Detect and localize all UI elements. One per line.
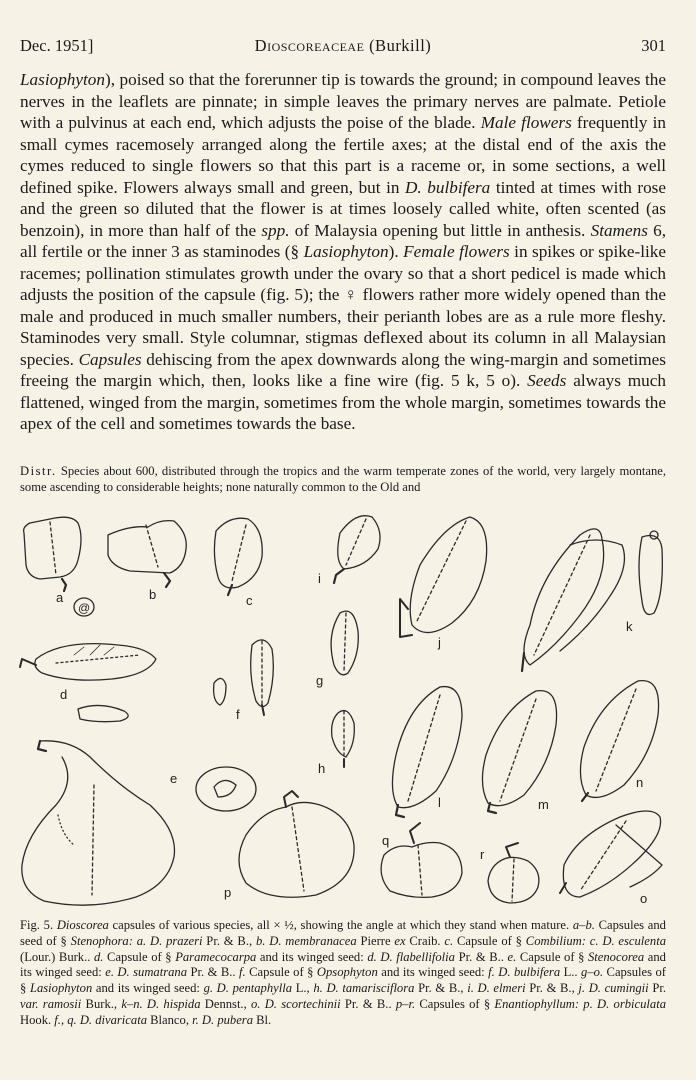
label-k: k [626,619,633,634]
caption-run-text: Capsules of § [415,996,495,1011]
caption-run-italic: Dioscorea [56,918,109,932]
caption-run-italic: r. D. pubera [192,1012,253,1027]
caption-run-italic: var. ramosii [20,996,82,1011]
caption-run-italic: h. D. tamarisciflora [313,981,415,996]
caption-run-text: Capsules of § [20,965,666,996]
caption-run-italic: ex [394,933,406,948]
figure-caption [20,918,666,1029]
caption-run-italic: d. [94,949,104,964]
caption-run-text: Pr. & B., [202,933,256,948]
label-m: m [538,797,549,812]
label-q: q [382,833,390,848]
caption-run-text: Pr. & B.. [340,996,396,1011]
label-l: l [438,795,441,810]
caption-run-italic: g–o. [581,965,604,980]
distribution-paragraph [20,464,666,495]
caption-run-italic: Combilium: c. D. esculenta [525,933,666,948]
body-run-text: always much flattened, winged from the margin, sometimes from the whole margin, sometimes towards the apex of the cell and sometimes towards the base. [20,371,666,433]
caption-run-italic: f. D. bulbifera [488,965,561,980]
caption-run-italic: o. D. scortechinii [251,996,341,1011]
body-run-italic: Lasiophyton [303,242,389,261]
body-run-italic: spp. [261,220,290,240]
caption-run-italic: f. [239,965,246,980]
body-run-italic: D. bulbifera [405,177,491,197]
capsule-k [522,529,662,671]
body-run-italic: Stamens [590,220,648,240]
caption-run-italic: d. D. flabellifolia [367,949,455,964]
caption-run-text: Pr. [648,981,666,996]
body-run-text: ). [388,242,404,261]
body-run-text: frequently in small cymes racemosely arranged along the fertile axes; at the distal end of the axis the cymes reduced to single flowers so that this part is a raceme or, in some sections, a well defined spike. Flowers always small and green, but in [20,113,667,197]
capsule-c [214,518,262,595]
label-f: f [236,707,240,722]
capsule-b [108,521,186,587]
caption-run-text: and its winged seed: [377,965,489,980]
caption-run-text: Capsules and seed of § [20,918,666,948]
caption-run-text: Craib. [405,933,445,948]
caption-run-text: L.. [560,965,582,980]
caption-run-text: Dennst., [200,996,251,1011]
body-run-italic: Capsules [78,349,142,369]
caption-run-text: Capsule of § [245,965,317,980]
caption-run-italic: i. D. elmeri [467,981,526,996]
caption-run-text: and its winged seed: [256,949,368,964]
caption-run-italic: g. D. pentaphylla [203,981,293,996]
caption-run-italic: a–b. [572,918,595,932]
caption-run-italic: j. D. cumingii [578,981,649,996]
caption-run-text: Pr. & B.. [187,965,240,980]
caption-run-italic: e. D. sumatrana [105,965,188,980]
body-run-italic: Female flowers [403,242,510,261]
seed-mark: @ [78,601,91,615]
body-paragraph [20,69,666,435]
caption-run-italic: Stenophora: a. D. prazeri [70,933,203,948]
body-text [20,69,666,435]
caption-run-text: Capsule of § [516,949,588,964]
caption-run-italic: f., q. D. divaricata [54,1012,147,1027]
capsule-h [332,711,355,767]
label-p: p [224,885,232,900]
caption-run-italic: b. D. membranacea [255,933,357,948]
label-g: g [316,673,324,688]
capsule-f [251,640,274,715]
body-run-text: tinted at times with rose and the green so diluted that the flower is at times loosely called white, often scented (as benzoin), in more than half of the [20,177,666,240]
capsule-j [400,517,487,637]
distr-lead: Distr. [20,464,57,478]
seed-f [214,678,226,705]
label-e: e [170,771,178,786]
running-header [20,36,666,58]
caption-run-text: Pr. & B., [525,981,579,996]
caption-run-italic: Paramecocarpa [175,949,257,964]
caption-run-italic: p–r. [395,996,416,1011]
capsule-l [392,687,462,817]
caption-text [20,918,666,1029]
caption-run-italic: Lasiophyton [29,981,93,996]
body-run-italic: Lasiophyton [20,70,105,89]
header-title: Dioscoreaceae (Burkill) [254,36,432,55]
caption-run-text: Capsule of § [453,933,526,948]
capsule-a [24,517,81,591]
capsule-n [580,681,658,801]
caption-run-text: capsules of various species, all × ½, showing the angle at which they stand when mature. [108,918,573,932]
label-n: n [636,775,644,790]
label-i: i [318,571,321,586]
caption-run-text: Capsule of § [103,949,176,964]
capsule-q [381,823,462,897]
distr-text: Species about 600, distributed through the tropics and the warm temperate zones of the world, very largely montane, some ascending to considerable heights; none naturally common to the Old and [20,464,666,494]
caption-run-text: and its winged seed: [20,949,666,980]
panel-labels [56,571,647,906]
body-run-text: ), poised so that the forerunner tip is towards the ground; in compound leaves the nerves in the leaflets are pinnate; in simple leaves the primary nerves are palmate. Petiole with a pulvinus at each end, which adjusts the poise of the blade. [20,70,666,132]
seed-d [78,705,128,721]
body-run-text: of Malaysia opening but little in anthesis. [289,220,591,240]
capsule-m [482,691,556,813]
body-run-italic: Male flowers [480,113,572,132]
body-run-text: dehiscing from the apex downwards along the wing-margin and sometimes freeing the margin which, then, looks like a fine wire (fig. 5 k, 5 o). [20,349,666,390]
label-o: o [640,891,648,906]
caption-run-text: Blanco, [147,1012,193,1027]
body-run-italic: Seeds [527,371,567,390]
capsule-drawings [0,505,696,910]
label-r: r [480,847,485,862]
figure-plate [0,505,696,910]
header-date: Dec. 1951] [20,36,94,55]
capsule-p [239,791,354,897]
body-run-text: in spikes or spike-like racemes; pollination stimulates growth under the ovary so that a short pedicel is made which adjusts the position of the capsule (fig. 5); the ♀ flowers rather more widely opened than the male and produced in much smaller numbers, their perianth lobes are as a rule more fleshy. Staminodes very small. Style columnar, stigmas deflexed about its column in all Malaysian species. [20,242,667,369]
caption-run-italic: e. [507,949,517,964]
caption-run-italic: Stenocorea [588,949,645,964]
caption-run-text: Bl. [253,1012,272,1027]
caption-run-text: (Lour.) Burk.. [20,949,94,964]
capsule-i [334,516,380,583]
capsule-r [488,843,539,903]
caption-run-text: Burk., [81,996,122,1011]
seed-e [196,767,256,811]
caption-run-text: Pr. & B.. [454,949,508,964]
caption-run-italic: c. [444,933,454,948]
body-run-text: 6, all fertile or the inner 3 as staminodes (§ [20,220,667,261]
caption-run-text: Pr. & B., [414,981,468,996]
capsule-d [20,644,156,681]
label-d: d [60,687,68,702]
label-c: c [246,593,253,608]
caption-run-italic: Opsophyton [316,965,378,980]
caption-run-text: Pierre [356,933,395,948]
caption-run-italic: Enantiophyllum: p. D. orbiculata [494,996,666,1011]
label-h: h [318,761,326,776]
label-b: b [149,587,157,602]
caption-run-text: L., [292,981,314,996]
page-number: 301 [641,36,666,55]
label-a: a [56,590,64,605]
capsule-g [331,611,358,675]
capsule-e [22,741,178,905]
caption-run-italic: k–n. D. hispida [121,996,201,1011]
capsule-o [560,811,662,897]
caption-run-text: and its winged seed: [92,981,204,996]
caption-run-text: Hook. [20,1012,55,1027]
label-j: j [438,635,441,650]
caption-run-text: Fig. 5. [20,918,57,932]
